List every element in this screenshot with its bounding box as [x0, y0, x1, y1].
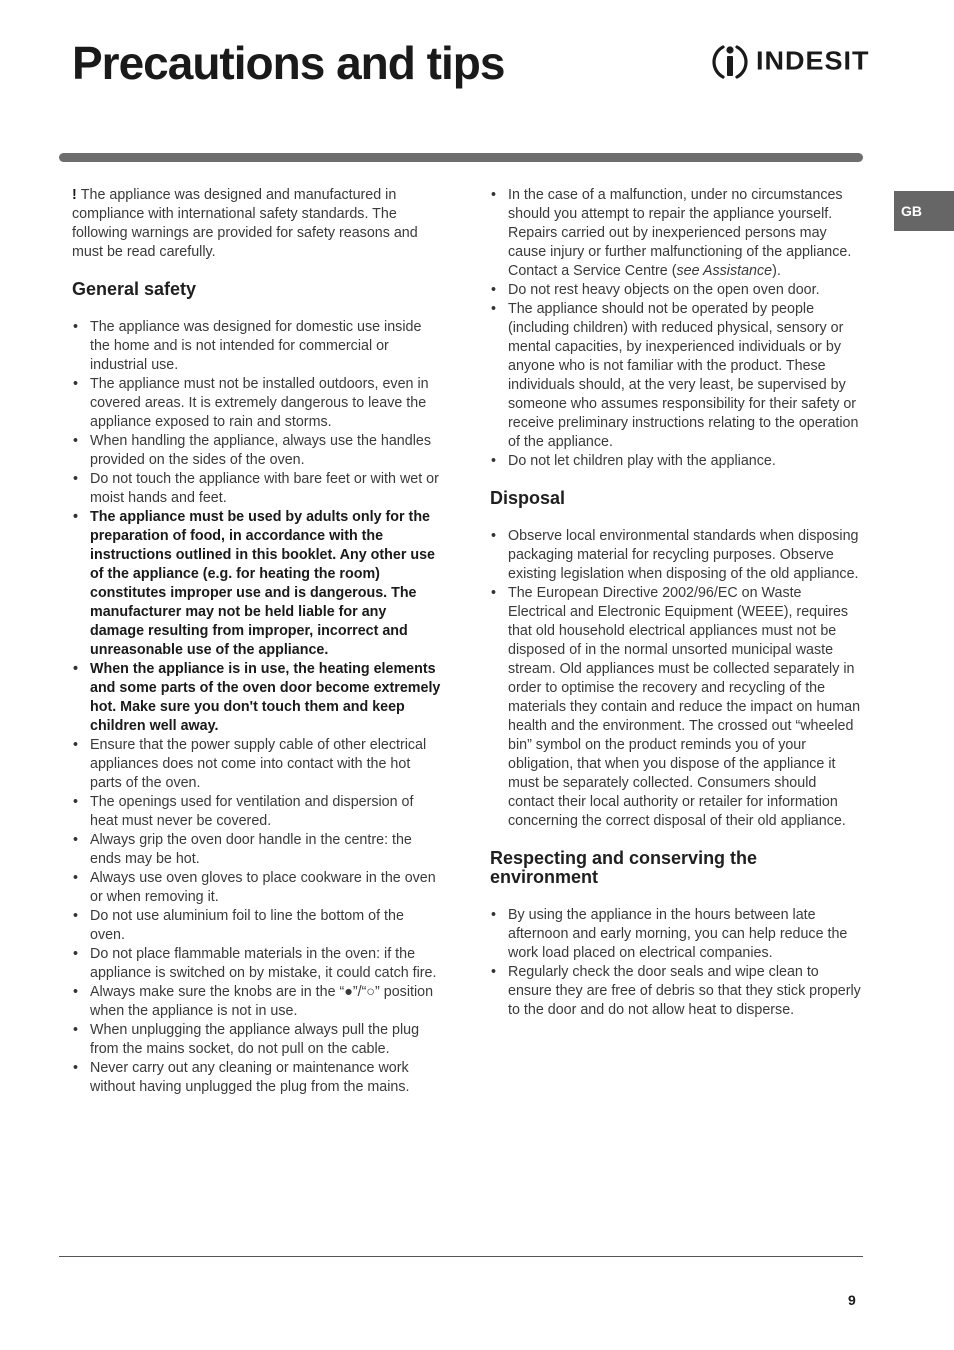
- footer-rule: [59, 1256, 863, 1257]
- malfunction-text: In the case of a malfunction, under no circumstances should you attempt to repair the appliance yourself. Repairs carried out by inexperienced persons may cause injury or further malfunctioning of the appliance. Contact a Service Centre (: [508, 187, 852, 279]
- list-item-warning: • The appliance must be used by adults only for the preparation of food, in accordance with the instructions outlined in this booklet. Any other use of the appliance (e.g. for heating the room) constitutes improper use and is dangerous. The manufacturer may not be held liable for any damage resulting from improper, incorrect and unreasonable use of the appliance.: [72, 508, 442, 660]
- list-item: • Do not touch the appliance with bare feet or with wet or moist hands and feet.: [72, 470, 442, 508]
- left-column: [72, 186, 442, 1097]
- list-item: • Observe local environmental standards when disposing packaging material for recycling purposes. Observe existing legislation when disposing of the old appliance.: [490, 527, 863, 584]
- indesit-logo-icon: [710, 40, 750, 84]
- general-safety-heading: General safety: [72, 279, 197, 299]
- list-item: • Always grip the oven door handle in the centre: the ends may be hot.: [72, 831, 442, 869]
- disposal-list: [490, 527, 863, 831]
- list-item: • Never carry out any cleaning or maintenance work without having unplugged the plug from the mains.: [72, 1059, 442, 1097]
- list-item: • Regularly check the door seals and wipe clean to ensure they are free of debris so that they stick properly to the door and do not allow heat to disperse.: [490, 963, 863, 1020]
- list-item: • The appliance was designed for domestic use inside the home and is not intended for commercial or industrial use.: [72, 318, 442, 375]
- list-item: • The appliance should not be operated by people (including children) with reduced physical, sensory or mental capacities, by inexperienced individuals or by anyone who is not familiar with the product. These individuals should, at the very least, be supervised by someone who assumes responsibility for their safety or receive preliminary instructions relating to the operation of the appliance.: [490, 300, 863, 452]
- list-item: • Ensure that the power supply cable of other electrical appliances does not come into contact with the hot parts of the oven.: [72, 736, 442, 793]
- malfunction-text-end: ).: [772, 263, 781, 279]
- disposal-heading: Disposal: [490, 488, 566, 508]
- list-item: • The European Directive 2002/96/EC on Waste Electrical and Electronic Equipment (WEEE), requires that old household electrical appliances must not be disposed of in the normal unsorted municipal waste stream. Old appliances must be collected separately in order to optimise the recovery and recycling of the materials they contain and reduce the impact on human health and the environment. The crossed out “wheeled bin” symbol on the product reminds you of your obligation, that when you dispose of the appliance it must be separately collected. Consumers should contact their local authority or retailer for information concerning the correct disposal of their old appliance.: [490, 584, 863, 831]
- see-assistance-reference: see Assistance: [676, 263, 773, 279]
- list-item: • When unplugging the appliance always pull the plug from the mains socket, do not pull on the cable.: [72, 1021, 442, 1059]
- environment-list: [490, 906, 863, 1020]
- list-item: • Do not use aluminium foil to line the bottom of the oven.: [72, 907, 442, 945]
- indesit-logo: [710, 40, 870, 84]
- page-number: 9: [848, 1292, 856, 1308]
- list-item: • Do not let children play with the appliance.: [490, 452, 863, 471]
- intro-paragraph: [72, 186, 442, 262]
- header-rule: [59, 153, 863, 162]
- list-item: • The appliance must not be installed outdoors, even in covered areas. It is extremely dangerous to leave the appliance exposed to rain and storms.: [72, 375, 442, 432]
- list-item: • Do not rest heavy objects on the open oven door.: [490, 281, 863, 300]
- right-column: [490, 186, 863, 1020]
- list-item: • Always use oven gloves to place cookware in the oven or when removing it.: [72, 869, 442, 907]
- list-item: • By using the appliance in the hours between late afternoon and early morning, you can help reduce the work load placed on electrical companies.: [490, 906, 863, 963]
- list-item: • Always make sure the knobs are in the “●”/“○” position when the appliance is not in use.: [72, 983, 442, 1021]
- list-item: • When handling the appliance, always use the handles provided on the sides of the oven.: [72, 432, 442, 470]
- safety-list-continued: [490, 186, 863, 471]
- environment-heading: Respecting and conserving the environment: [490, 848, 758, 887]
- language-tab: GB: [894, 191, 954, 231]
- list-item: • Do not place flammable materials in the oven: if the appliance is switched on by mistake, it could catch fire.: [72, 945, 442, 983]
- list-item: • The openings used for ventilation and dispersion of heat must never be covered.: [72, 793, 442, 831]
- list-item: [490, 186, 863, 281]
- brand-wordmark: INDESIT: [756, 46, 870, 76]
- list-item-warning: • When the appliance is in use, the heating elements and some parts of the oven door become extremely hot. Make sure you don't touch them and keep children well away.: [72, 660, 442, 736]
- page-title: Precautions and tips: [72, 37, 505, 89]
- warning-mark: !: [72, 187, 77, 203]
- general-safety-list: [72, 318, 442, 1097]
- intro-text: The appliance was designed and manufactured in compliance with international safety standards. The following warnings are provided for safety reasons and must be read carefully.: [72, 187, 418, 260]
